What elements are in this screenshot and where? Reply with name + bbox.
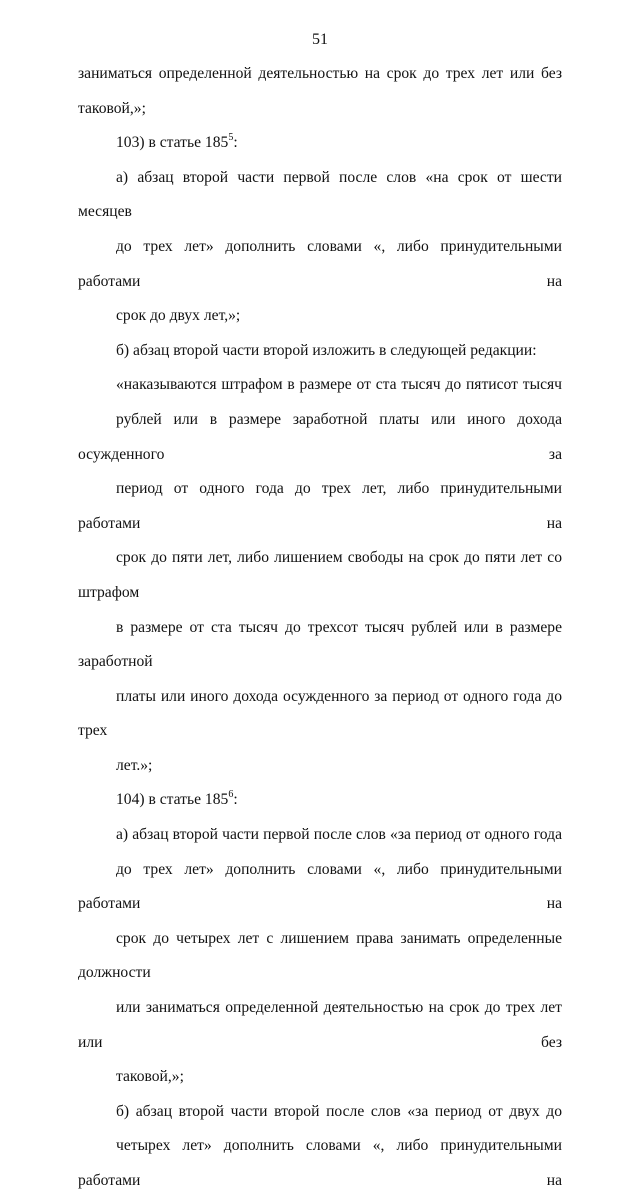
text-line: до трех лет» дополнить словами «, либо принудительными работами на — [78, 237, 562, 290]
text-line: б) абзац второй части второй после слов «за период от двух до — [116, 1102, 562, 1120]
paragraph-continuation — [78, 57, 562, 126]
document-body — [78, 57, 562, 1199]
article-suffix: : — [233, 134, 238, 152]
paragraph-quote — [78, 368, 562, 783]
page-number: 51 — [312, 31, 328, 48]
paragraph-subitem-b — [78, 1095, 562, 1199]
text-line: рублей или в размере заработной платы или иного дохода осужденного за — [78, 410, 562, 463]
text-line: или заниматься определенной деятельностью на срок до трех лет или без — [78, 999, 562, 1051]
text-line: до трех лет» дополнить словами «, либо принудительными работами на — [78, 860, 562, 913]
article-item-104 — [78, 783, 562, 818]
text-line: таковой,»; — [78, 99, 146, 117]
text-line: срок до четырех лет с лишением права занимать определенные должности — [78, 929, 562, 982]
article-label: 103) в статье 185 — [116, 134, 229, 152]
text-line: период от одного года до трех лет, либо принудительными работами на — [78, 480, 562, 532]
text-line: таковой,»; — [116, 1068, 184, 1086]
text-line: а) абзац второй части первой после слов «за период от одного года — [116, 826, 562, 844]
text-line: б) абзац второй части второй изложить в следующей редакции: — [116, 341, 537, 359]
article-label: 104) в статье 185 — [116, 791, 229, 809]
article-item-103 — [78, 126, 562, 161]
text-line: платы или иного дохода осужденного за период от одного года до трех — [78, 687, 562, 740]
paragraph-subitem-b — [78, 334, 562, 369]
text-line: заниматься определенной деятельностью на срок до трех лет или без — [78, 65, 562, 82]
article-superscript: 6 — [228, 789, 234, 801]
text-line: срок до двух лет,»; — [116, 307, 241, 325]
article-superscript: 5 — [228, 132, 234, 143]
paragraph-subitem-a — [78, 818, 562, 1095]
text-line: срок до пяти лет, либо лишением свободы на срок до пяти лет со штрафом — [78, 549, 562, 601]
text-line: четырех лет» дополнить словами «, либо принудительными работами на — [78, 1137, 562, 1189]
text-line: лет.»; — [116, 756, 153, 774]
article-suffix: : — [233, 791, 238, 809]
text-line: в размере от ста тысяч до трехсот тысяч рублей или в размере заработной — [78, 618, 562, 671]
text-line: «наказываются штрафом в размере от ста тысяч до пятисот тысяч — [116, 376, 562, 394]
text-line: а) абзац второй части первой после слов «на срок от шести месяцев — [78, 168, 562, 221]
paragraph-subitem-a — [78, 161, 562, 334]
